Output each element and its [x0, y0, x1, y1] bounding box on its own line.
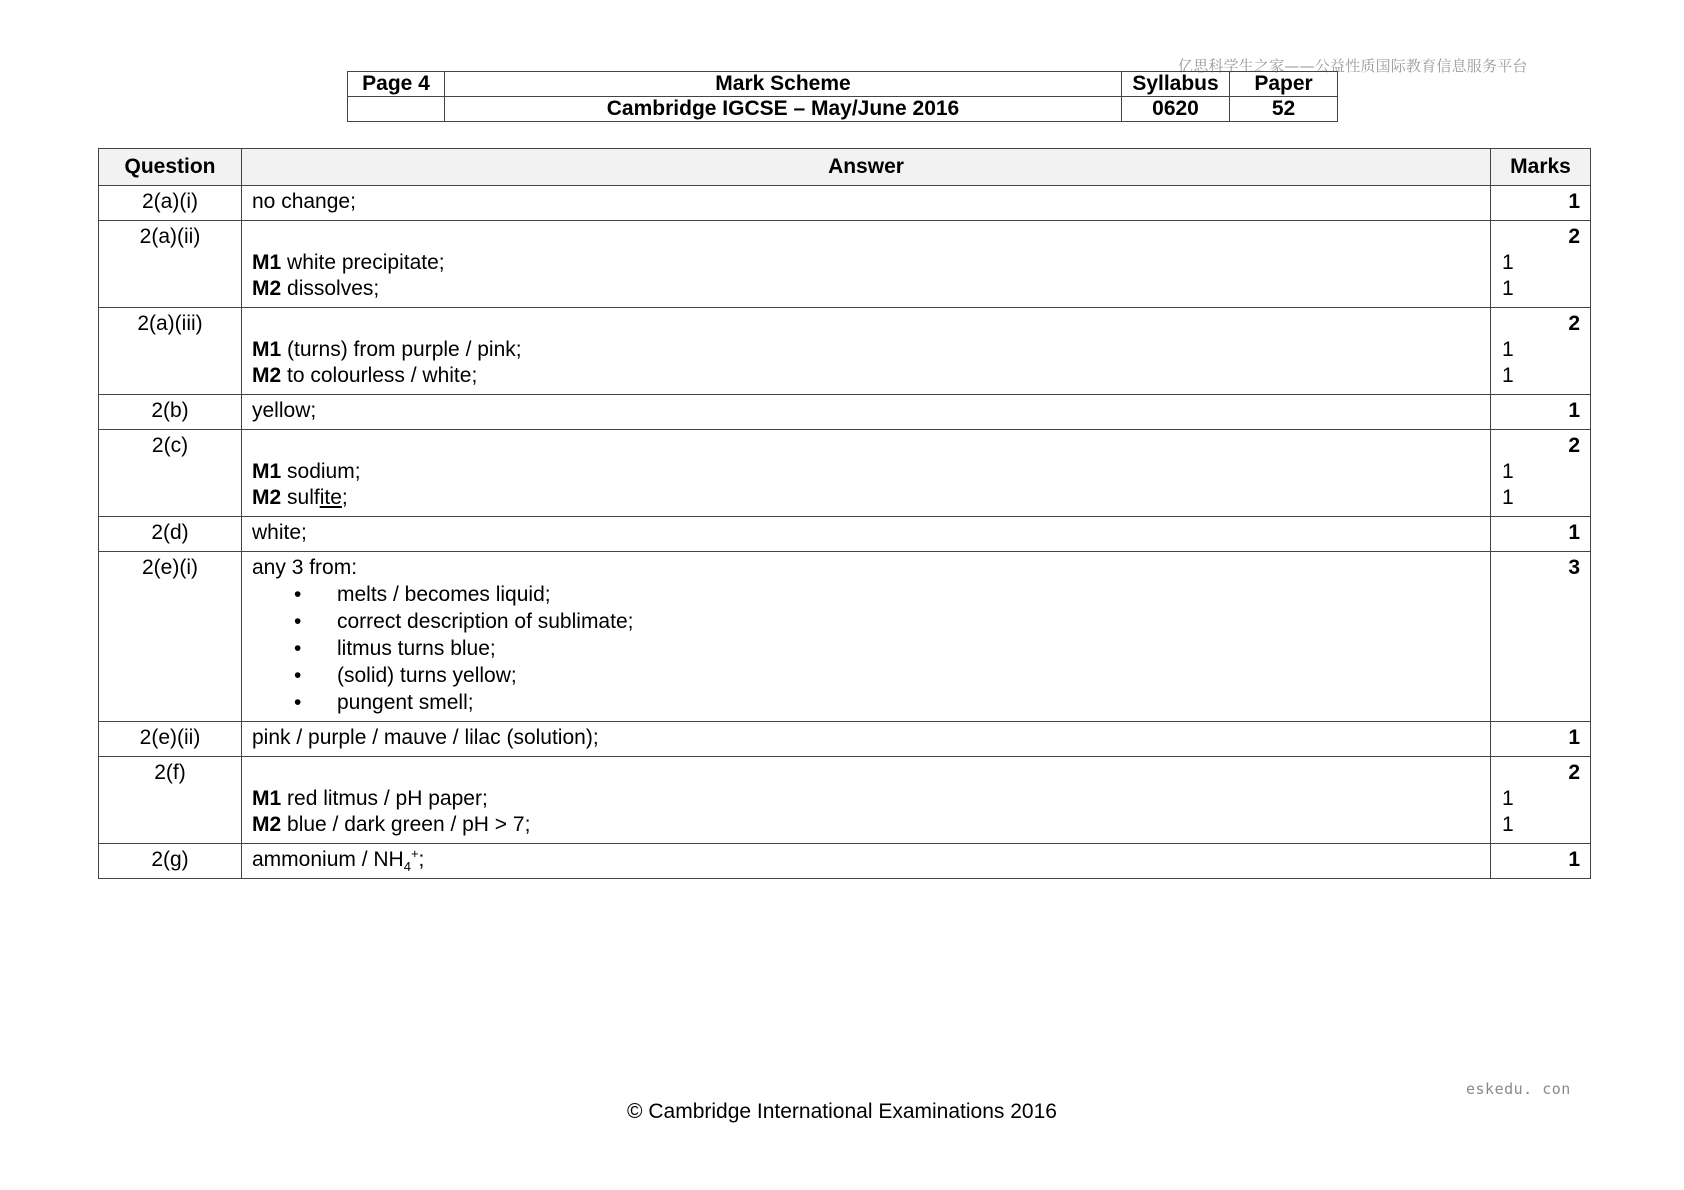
list-item: [252, 581, 1480, 608]
question-number: 2(g): [99, 844, 242, 879]
question-number: 2(f): [99, 757, 242, 844]
marks-cell: [1491, 186, 1591, 221]
list-item-text: melts / becomes liquid;: [337, 583, 551, 606]
answer-text: dissolves;: [281, 277, 380, 300]
header-empty-cell: [348, 97, 445, 122]
marks-cell: [1491, 517, 1591, 552]
sub-mark: 1: [1502, 277, 1514, 300]
answer-header: Answer: [242, 149, 1491, 186]
list-item: [252, 635, 1480, 662]
answer-line: [252, 363, 1480, 389]
paper-number: 52: [1230, 97, 1338, 122]
total-mark: 1: [1568, 190, 1580, 213]
question-number: 2(a)(iii): [99, 308, 242, 395]
table-row: [99, 186, 1591, 221]
header-table: [347, 71, 1338, 122]
mark-label: M2: [252, 813, 282, 836]
syllabus-label: Syllabus: [1122, 72, 1230, 97]
answer-text: sulf: [281, 486, 320, 509]
total-mark: 2: [1568, 312, 1580, 335]
answer-cell: [242, 221, 1491, 308]
sub-mark: 1: [1502, 251, 1514, 274]
superscript: +: [410, 846, 419, 861]
bullet-icon: •: [294, 637, 302, 660]
question-number: 2(e)(ii): [99, 722, 242, 757]
question-number: 2(a)(ii): [99, 221, 242, 308]
marks-cell: [1491, 308, 1591, 395]
page-number: Page 4: [348, 72, 445, 97]
question-header: Question: [99, 149, 242, 186]
answer-emphasis: ite: [319, 486, 342, 509]
mark-label: M1: [252, 787, 282, 810]
question-number: 2(c): [99, 430, 242, 517]
sub-mark: 1: [1502, 364, 1514, 387]
bullet-icon: •: [294, 610, 302, 633]
sub-mark: 1: [1502, 460, 1514, 483]
answer-text: ;: [341, 486, 348, 509]
answer-line: [252, 485, 1480, 511]
total-mark: 2: [1568, 225, 1580, 248]
total-mark: 2: [1568, 434, 1580, 457]
answer-intro: any 3 from:: [252, 556, 358, 579]
answer-line: [252, 812, 1480, 838]
marks-cell: [1491, 221, 1591, 308]
mark-scheme-table: [98, 148, 1591, 879]
answer-line: [252, 786, 1480, 812]
subscript: 4: [403, 859, 411, 875]
answer-line: [252, 276, 1480, 302]
marks-cell: [1491, 395, 1591, 430]
mark-label: M1: [252, 251, 282, 274]
table-row: [99, 844, 1591, 879]
sub-mark: 1: [1502, 787, 1514, 810]
bullet-icon: •: [294, 691, 302, 714]
list-item: [252, 662, 1480, 689]
total-mark: 1: [1568, 726, 1580, 749]
answer-text: white precipitate;: [281, 251, 445, 274]
mark-label: M1: [252, 460, 282, 483]
answer-text: ammonium / NH: [252, 848, 404, 871]
marks-cell: [1491, 844, 1591, 879]
table-row: [99, 221, 1591, 308]
table-row: [99, 552, 1591, 722]
document-title: Mark Scheme: [445, 72, 1122, 97]
question-number: 2(e)(i): [99, 552, 242, 722]
question-number: 2(a)(i): [99, 186, 242, 221]
answer-text: sodium;: [281, 460, 361, 483]
bullet-icon: •: [294, 583, 302, 606]
total-mark: 2: [1568, 761, 1580, 784]
answer-text: to colourless / white;: [281, 364, 478, 387]
paper-label: Paper: [1230, 72, 1338, 97]
total-mark: 1: [1568, 399, 1580, 422]
list-item: [252, 608, 1480, 635]
answer-cell: [242, 308, 1491, 395]
mark-label: M2: [252, 486, 282, 509]
exam-name: Cambridge IGCSE – May/June 2016: [445, 97, 1122, 122]
answer-cell: [242, 844, 1491, 879]
answer-text: (turns) from purple / pink;: [281, 338, 522, 361]
answer-line: [252, 337, 1480, 363]
table-row: [99, 430, 1591, 517]
sub-mark: 1: [1502, 813, 1514, 836]
answer-cell: [242, 552, 1491, 722]
list-item-text: (solid) turns yellow;: [337, 664, 517, 687]
table-row: [99, 757, 1591, 844]
answer-text: red litmus / pH paper;: [281, 787, 488, 810]
sub-mark: 1: [1502, 338, 1514, 361]
answer-text: yellow;: [242, 395, 1491, 430]
mark-label: M1: [252, 338, 282, 361]
table-row: [99, 517, 1591, 552]
watermark-top: 亿思科学生之家——公益性质国际教育信息服务平台: [1178, 57, 1528, 75]
answer-line: [252, 250, 1480, 276]
marks-header: Marks: [1491, 149, 1591, 186]
answer-cell: [242, 430, 1491, 517]
answer-cell: [242, 757, 1491, 844]
table-row: [99, 395, 1591, 430]
mark-label: M2: [252, 277, 282, 300]
question-number: 2(d): [99, 517, 242, 552]
list-item-text: pungent smell;: [337, 691, 474, 714]
bullet-list: [252, 581, 1480, 716]
bullet-icon: •: [294, 664, 302, 687]
total-mark: 3: [1568, 556, 1580, 579]
answer-line: [252, 459, 1480, 485]
answer-text: no change;: [242, 186, 1491, 221]
answer-text: white;: [242, 517, 1491, 552]
syllabus-code: 0620: [1122, 97, 1230, 122]
list-item-text: litmus turns blue;: [337, 637, 496, 660]
marks-cell: [1491, 552, 1591, 722]
table-header-row: [99, 149, 1591, 186]
list-item: [252, 689, 1480, 716]
marks-cell: [1491, 430, 1591, 517]
sub-mark: 1: [1502, 486, 1514, 509]
question-number: 2(b): [99, 395, 242, 430]
list-item-text: correct description of sublimate;: [337, 610, 634, 633]
answer-text: pink / purple / mauve / lilac (solution);: [242, 722, 1491, 757]
marks-cell: [1491, 722, 1591, 757]
total-mark: 1: [1568, 848, 1580, 871]
mark-label: M2: [252, 364, 282, 387]
footer-copyright: © Cambridge International Examinations 2016: [627, 1100, 1057, 1123]
answer-text: ;: [418, 848, 425, 871]
table-row: [99, 722, 1591, 757]
watermark-bottom: eskedu. con: [1466, 1080, 1571, 1098]
total-mark: 1: [1568, 521, 1580, 544]
answer-text: blue / dark green / pH > 7;: [281, 813, 531, 836]
marks-cell: [1491, 757, 1591, 844]
table-row: [99, 308, 1591, 395]
